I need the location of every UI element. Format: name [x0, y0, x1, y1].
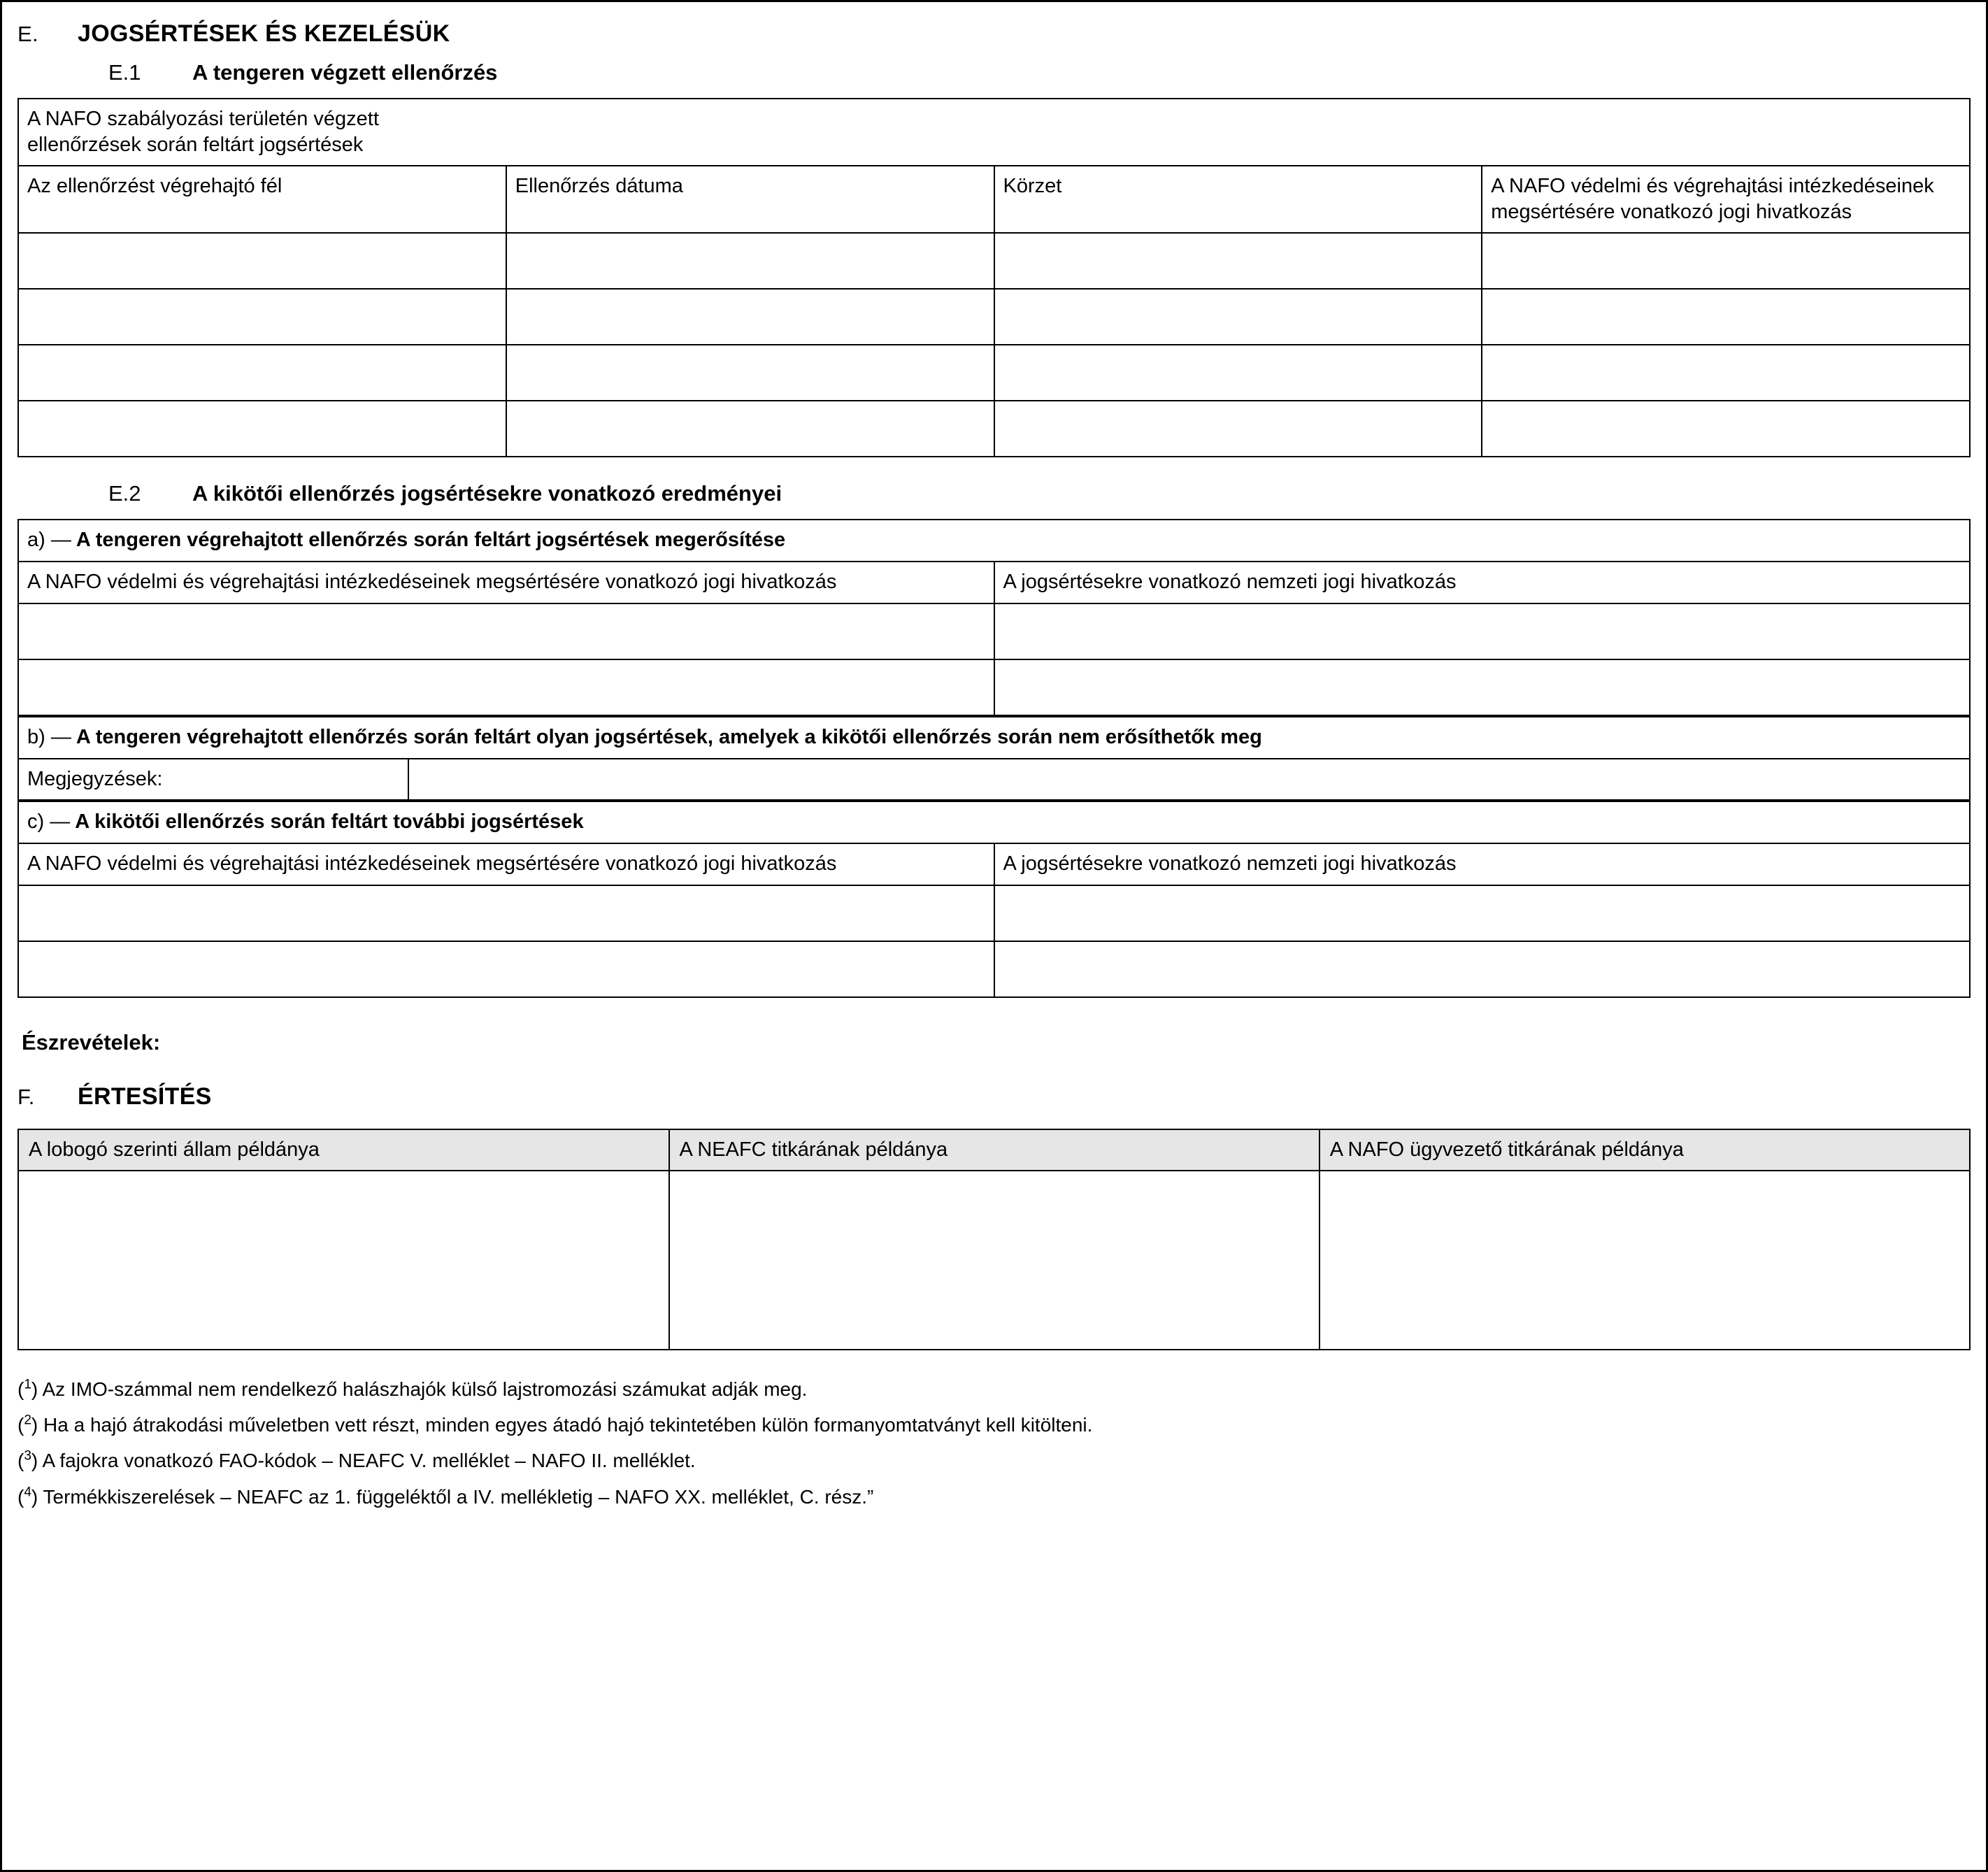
- section-e-title: JOGSÉRTÉSEK ÉS KEZELÉSÜK: [78, 20, 450, 47]
- cell-area[interactable]: [994, 289, 1482, 345]
- col-header-national-legal-reference: A jogsértésekre vonatkozó nemzeti jogi hivatkozás: [994, 843, 1971, 885]
- table-row[interactable]: [18, 401, 1970, 457]
- cell-inspection-date[interactable]: [506, 401, 994, 457]
- table-header-row: [18, 166, 1970, 233]
- sea-inspection-table: [17, 98, 1971, 457]
- cell-national-legal-reference[interactable]: [994, 941, 1971, 997]
- table-header-row: [18, 843, 1970, 885]
- sea-inspection-table-title: [18, 99, 1970, 166]
- cell-neafc-secretary-copy[interactable]: [669, 1171, 1320, 1350]
- footnote-text: A fajokra vonatkozó FAO-kódok – NEAFC V. melléklet – NAFO II. melléklet.: [42, 1450, 696, 1472]
- col-header-nafo-legal-reference: A NAFO védelmi és végrehajtási intézkedéseinek megsértésére vonatkozó jogi hivatkozás: [18, 562, 994, 603]
- cell-inspecting-party[interactable]: [18, 289, 506, 345]
- notification-header-row: [18, 1129, 1970, 1171]
- section-e2-heading: [17, 481, 1971, 506]
- cell-inspecting-party[interactable]: [18, 345, 506, 401]
- col-header-neafc-secretary-copy: A NEAFC titkárának példánya: [669, 1129, 1320, 1171]
- subsection-b-heading-row: [18, 717, 1970, 759]
- subsection-a-heading-row: [18, 520, 1970, 562]
- subsection-a-heading: [18, 520, 1970, 562]
- notes-row: [18, 759, 1970, 801]
- notes-label: Megjegyzések:: [18, 759, 408, 801]
- table-row[interactable]: [18, 289, 1970, 345]
- cell-legal-reference[interactable]: [1482, 289, 1970, 345]
- sea-table-title-line2: ellenőrzések során feltárt jogsértések: [27, 134, 364, 157]
- subsection-a-label: a) —: [27, 529, 71, 552]
- table-row[interactable]: [18, 345, 1970, 401]
- subsection-b-heading: [18, 717, 1970, 759]
- footnote-text: Termékkiszerelések – NEAFC az 1. függeléktől a IV. mellékletig – NAFO XX. melléklet, C. rész.”: [43, 1485, 874, 1508]
- cell-national-legal-reference[interactable]: [994, 659, 1971, 715]
- cell-area[interactable]: [994, 345, 1482, 401]
- port-inspection-b-table: [17, 716, 1971, 801]
- col-header-inspection-date: Ellenőrzés dátuma: [506, 166, 994, 233]
- table-title-row: [18, 99, 1970, 166]
- footnote-text: Ha a hajó átrakodási műveletben vett részt, minden egyes átadó hajó tekintetében külön formanyomtatványt kell kitölteni.: [43, 1413, 1093, 1436]
- subsection-c-title: A kikötői ellenőrzés során feltárt további jogsértések: [75, 810, 584, 834]
- subsection-c-label: c) —: [27, 810, 71, 834]
- section-e1-number: E.1: [108, 60, 141, 85]
- section-e1-heading: [17, 60, 1971, 85]
- cell-national-legal-reference[interactable]: [994, 603, 1971, 659]
- notification-table: [17, 1129, 1971, 1350]
- cell-area[interactable]: [994, 233, 1482, 289]
- col-header-national-legal-reference: A jogsértésekre vonatkozó nemzeti jogi hivatkozás: [994, 562, 1971, 603]
- table-row[interactable]: [18, 603, 1970, 659]
- cell-national-legal-reference[interactable]: [994, 885, 1971, 941]
- cell-legal-reference[interactable]: [1482, 233, 1970, 289]
- remarks-label: Észrevételek:: [22, 1029, 161, 1055]
- cell-area[interactable]: [994, 401, 1482, 457]
- cell-flag-state-copy[interactable]: [18, 1171, 669, 1350]
- section-e-letter: E.: [17, 22, 38, 46]
- cell-legal-reference[interactable]: [1482, 345, 1970, 401]
- col-header-nafo-executive-secretary-copy: A NAFO ügyvezető titkárának példánya: [1320, 1129, 1970, 1171]
- col-header-legal-reference: A NAFO védelmi és végrehajtási intézkedéseinek megsértésére vonatkozó jogi hivatkozás: [1482, 166, 1970, 233]
- subsection-c-heading-row: [18, 801, 1970, 843]
- subsection-a-title: A tengeren végrehajtott ellenőrzés során feltárt jogsértések megerősítése: [76, 529, 786, 552]
- footnote-marker: 2: [24, 1413, 31, 1428]
- notes-value[interactable]: [408, 759, 1970, 801]
- cell-inspection-date[interactable]: [506, 233, 994, 289]
- footnote-item: ($^4$) Termékkiszerelések – NEAFC az 1. függeléktől a IV. mellékletig – NAFO XX. melléklet, C. rész.”: [17, 1485, 874, 1508]
- cell-nafo-legal-reference[interactable]: [18, 885, 994, 941]
- subsection-c-heading: [18, 801, 1970, 843]
- cell-inspecting-party[interactable]: [18, 401, 506, 457]
- footnote-text: Az IMO-számmal nem rendelkező halászhajók külső lajstromozási számukat adják meg.: [42, 1378, 808, 1400]
- sea-table-title-line1: A NAFO szabályozási területén végzett: [27, 108, 379, 130]
- col-header-flag-state-copy: A lobogó szerinti állam példánya: [18, 1129, 669, 1171]
- section-e-heading: [17, 20, 1971, 48]
- col-header-nafo-legal-reference: A NAFO védelmi és végrehajtási intézkedéseinek megsértésére vonatkozó jogi hivatkozás: [18, 843, 994, 885]
- port-inspection-c-table: [17, 801, 1971, 997]
- cell-nafo-legal-reference[interactable]: [18, 941, 994, 997]
- footnote-item: ($^2$) Ha a hajó átrakodási műveletben vett részt, minden egyes átadó hajó tekintetében külön formanyomtatványt kell kitölteni.: [17, 1413, 1093, 1436]
- table-row[interactable]: [18, 885, 1970, 941]
- port-inspection-a-table: [17, 519, 1971, 715]
- notification-blank-row[interactable]: [18, 1171, 1970, 1350]
- section-e1-title: A tengeren végzett ellenőrzés: [192, 60, 498, 85]
- cell-nafo-legal-reference[interactable]: [18, 603, 994, 659]
- footnote-marker: 3: [24, 1449, 31, 1464]
- col-header-inspecting-party: Az ellenőrzést végrehajtó fél: [18, 166, 506, 233]
- section-f-title: ÉRTESÍTÉS: [78, 1083, 212, 1110]
- footnotes: [17, 1374, 1971, 1513]
- footnote-marker: 1: [24, 1377, 31, 1392]
- document-body: [2, 2, 1986, 1531]
- cell-nafo-legal-reference[interactable]: [18, 659, 994, 715]
- section-e2-title: A kikötői ellenőrzés jogsértésekre vonatkozó eredményei: [192, 481, 782, 506]
- cell-inspection-date[interactable]: [506, 345, 994, 401]
- footnote-item: ($^1$) Az IMO-számmal nem rendelkező halászhajók külső lajstromozási számukat adják meg.: [17, 1377, 808, 1400]
- subsection-b-title: A tengeren végrehajtott ellenőrzés során feltárt olyan jogsértések, amelyek a kikötői ellenőrzés során nem erősíthetők meg: [76, 725, 1262, 748]
- footnote-marker: 4: [24, 1485, 31, 1500]
- section-f-heading: [17, 1083, 1971, 1110]
- table-row[interactable]: [18, 941, 1970, 997]
- subsection-b-label: b) —: [27, 725, 71, 748]
- section-f-letter: F.: [17, 1084, 35, 1109]
- section-e2-number: E.2: [108, 481, 141, 506]
- cell-nafo-executive-secretary-copy[interactable]: [1320, 1171, 1970, 1350]
- table-header-row: [18, 562, 1970, 603]
- table-row[interactable]: [18, 233, 1970, 289]
- cell-inspecting-party[interactable]: [18, 233, 506, 289]
- col-header-area: Körzet: [994, 166, 1482, 233]
- cell-inspection-date[interactable]: [506, 289, 994, 345]
- cell-legal-reference[interactable]: [1482, 401, 1970, 457]
- footnote-item: ($^3$) A fajokra vonatkozó FAO-kódok – NEAFC V. melléklet – NAFO II. melléklet.: [17, 1449, 696, 1472]
- table-row[interactable]: [18, 659, 1970, 715]
